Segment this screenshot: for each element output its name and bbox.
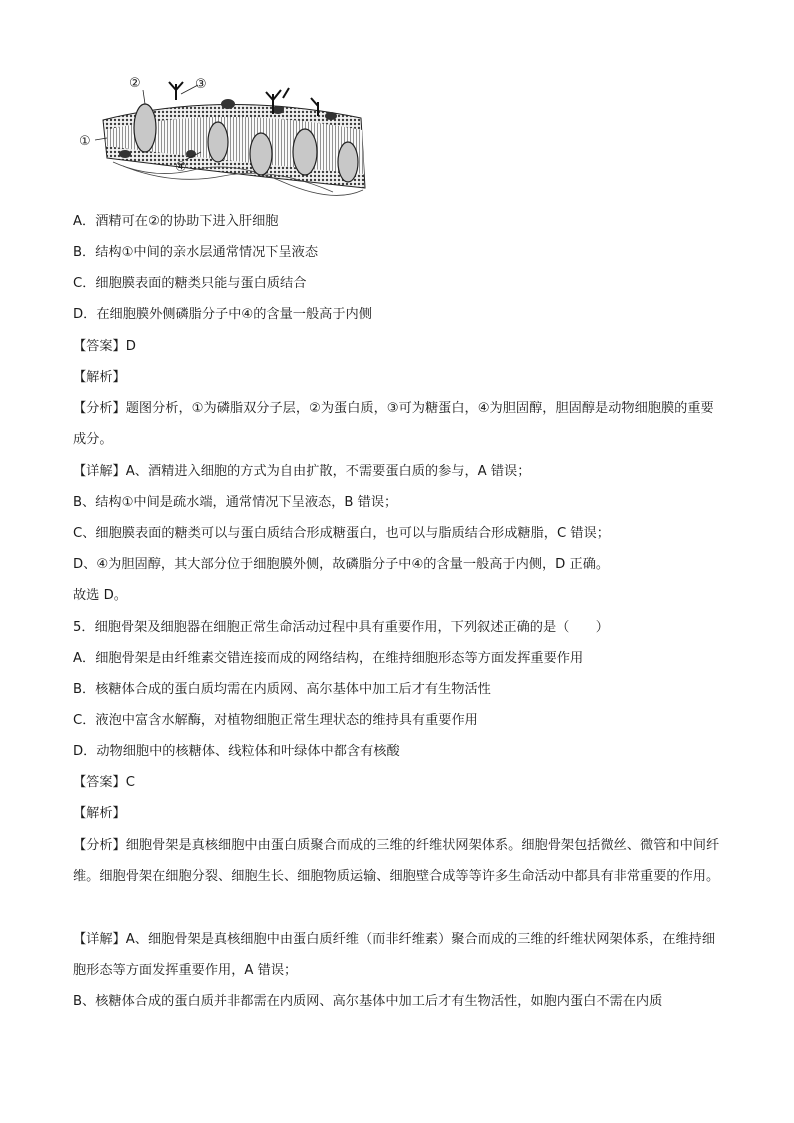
q5-stem: 5．细胞骨架及细胞器在细胞正常生命活动过程中具有重要作用，下列叙述正确的是（ ） (73, 620, 609, 635)
q4-option-d: D．在细胞膜外侧磷脂分子中④的含量一般高于内侧 (73, 307, 372, 322)
q4-detail-d: D、④为胆固醇，其大部分位于细胞膜外侧，故磷脂分子中④的含量一般高于内侧，D 正确。 (73, 557, 610, 572)
q4-option-b: B．结构①中间的亲水层通常情况下呈液态 (73, 245, 319, 260)
q5-detail-a: 【详解】A、细胞骨架是真核细胞中由蛋白质纤维（而非纤维素）聚合而成的三维的纤维状网架体系，在维持细胞形态等方面发挥重要作用，A 错误； (73, 932, 716, 978)
q4-detail-c: C、细胞膜表面的糖类可以与蛋白质结合形成糖蛋白，也可以与脂质结合形成糖脂，C 错误； (73, 526, 610, 541)
label-1: ① (79, 134, 91, 149)
q5-jiexi-heading: 【解析】 (73, 806, 126, 821)
label-4: ④ (175, 160, 187, 175)
q5-analysis: 【分析】细胞骨架是真核细胞中由蛋白质聚合而成的三维的纤维状网架体系。细胞骨架包括微丝、微管和中间纤维。细胞骨架在细胞分裂、细胞生长、细胞物质运输、细胞壁合成等等许多生命活动中都具有非常重要的作用。 (73, 838, 720, 884)
q5-detail-b-partial: B、核糖体合成的蛋白质并非都需在内质网、高尔基体中加工后才有生物活性，如胞内蛋白不需在内质 (73, 994, 663, 1009)
protein-2 (134, 104, 156, 152)
q4-analysis: 【分析】题图分析，①为磷脂双分子层，②为蛋白质，③可为糖蛋白，④为胆固醇，胆固醇是动物细胞膜的重要成分。 (73, 401, 714, 447)
q5-option-a: A．细胞骨架是由纤维素交错连接而成的网络结构，在维持细胞形态等方面发挥重要作用 (73, 651, 584, 666)
q4-option-c: C．细胞膜表面的糖类只能与蛋白质结合 (73, 276, 307, 291)
q5-option-c: C．液泡中富含水解酶，对植物细胞正常生理状态的维持具有重要作用 (73, 713, 478, 728)
q4-answer: 【答案】D (73, 339, 136, 354)
q5-option-b: B．核糖体合成的蛋白质均需在内质网、高尔基体中加工后才有生物活性 (73, 682, 491, 697)
q4-conclusion: 故选 D。 (73, 588, 127, 603)
q4-detail-b: B、结构①中间是疏水端，通常情况下呈液态，B 错误； (73, 495, 398, 510)
q4-option-a: A．酒精可在②的协助下进入肝细胞 (73, 214, 279, 229)
cell-membrane-figure (73, 70, 373, 200)
q4-detail-a: 【详解】A、酒精进入细胞的方式为自由扩散，不需要蛋白质的参与，A 错误； (73, 464, 531, 479)
q5-answer: 【答案】C (73, 775, 135, 790)
q4-jiexi-heading: 【解析】 (73, 370, 126, 385)
label-3: ③ (195, 77, 207, 92)
label-2: ② (129, 76, 141, 91)
q5-option-d: D．动物细胞中的核糖体、线粒体和叶绿体中都含有核酸 (73, 744, 400, 759)
